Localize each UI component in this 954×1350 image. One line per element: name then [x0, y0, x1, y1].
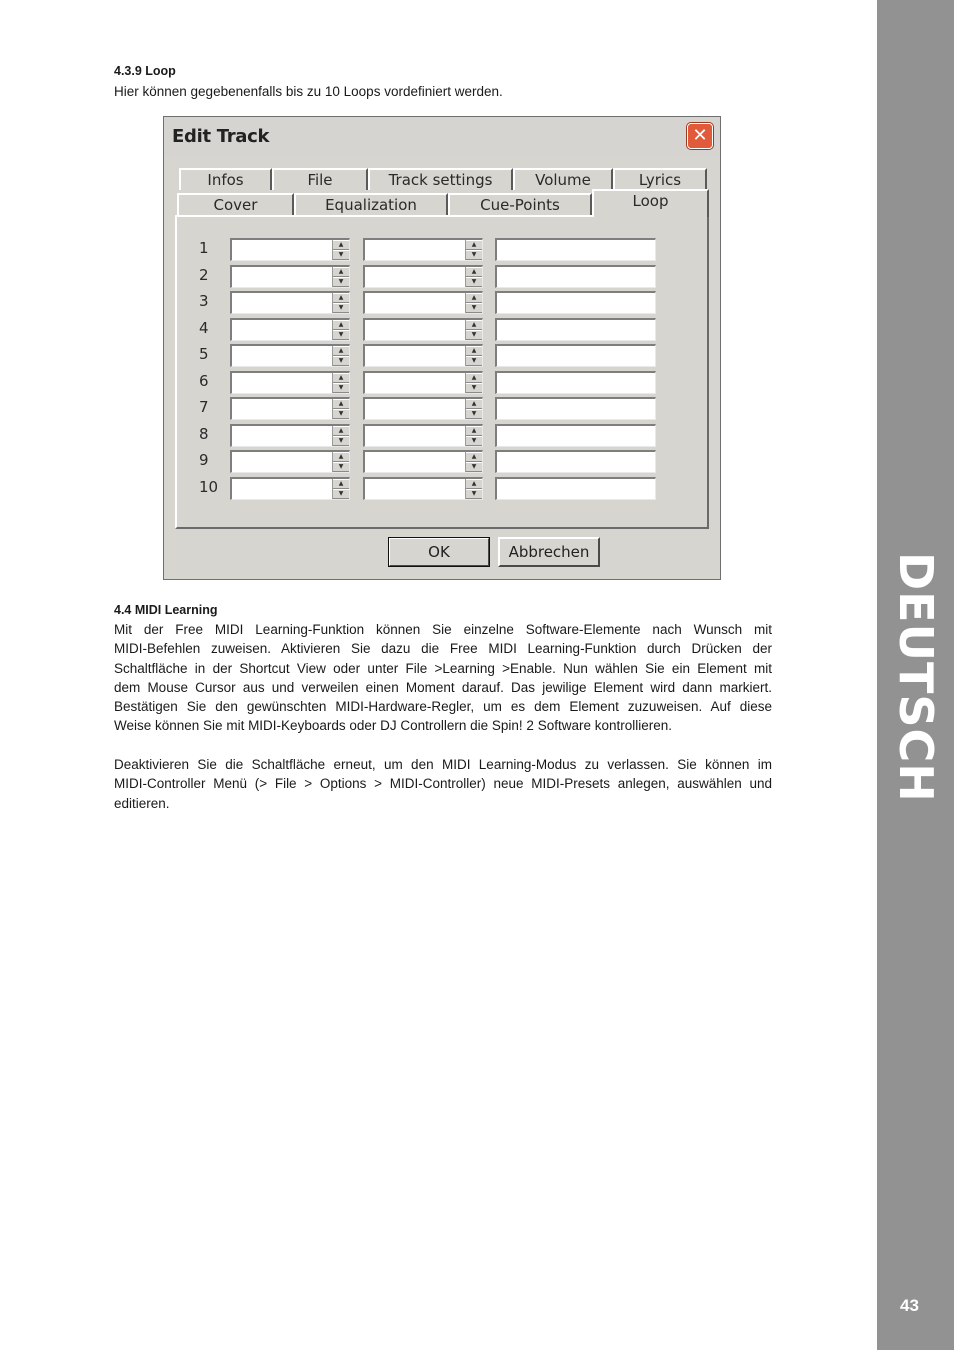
spin-buttons[interactable]	[465, 267, 482, 287]
loop-start-spinner[interactable]	[230, 318, 350, 341]
tab-cue-points[interactable]: Cue-Points	[448, 193, 592, 215]
loop-name-field[interactable]	[495, 371, 656, 394]
dialog-titlebar	[164, 117, 720, 157]
spin-up-icon[interactable]: ▲	[333, 426, 349, 436]
loop-row-number: 6	[199, 371, 209, 390]
spin-up-icon[interactable]: ▲	[333, 479, 349, 489]
paragraph-line: Schaltfläche in der Shortcut View oder unter File >Learning >Enable. Nun wählen Sie ein Element mit	[114, 660, 772, 676]
spin-down-icon[interactable]: ▼	[333, 383, 349, 393]
loop-panel	[175, 215, 709, 529]
loop-start-spinner[interactable]	[230, 424, 350, 447]
loop-row-number: 1	[199, 239, 209, 257]
spin-down-icon[interactable]: ▼	[466, 250, 482, 260]
section-heading-loop: 4.3.9 Loop	[114, 64, 176, 78]
spin-buttons[interactable]	[465, 373, 482, 393]
spin-down-icon[interactable]: ▼	[333, 436, 349, 446]
spin-down-icon[interactable]: ▼	[333, 409, 349, 419]
spin-buttons[interactable]	[332, 479, 349, 499]
loop-end-spinner[interactable]	[363, 291, 483, 314]
loop-end-spinner[interactable]	[363, 450, 483, 473]
tab-track-settings[interactable]: Track settings	[368, 168, 513, 190]
dialog-title: Edit Track	[172, 126, 270, 147]
spin-buttons[interactable]	[332, 293, 349, 313]
tab-cover[interactable]: Cover	[177, 193, 294, 215]
spin-up-icon[interactable]: ▲	[466, 320, 482, 330]
loop-start-spinner[interactable]	[230, 397, 350, 420]
loop-row-number: 9	[199, 451, 209, 469]
section-text-midi-p1	[114, 620, 772, 736]
paragraph-line: Bestätigen Sie den gewünschten MIDI-Hardware-Regler, um es dem Element zuzuweisen. Auf diese	[114, 699, 772, 715]
spin-down-icon[interactable]: ▼	[466, 383, 482, 393]
spin-up-icon[interactable]: ▲	[466, 346, 482, 356]
edit-track-dialog	[163, 116, 721, 580]
loop-row-number: 5	[199, 345, 209, 363]
spin-down-icon[interactable]: ▼	[466, 277, 482, 287]
loop-start-spinner[interactable]	[230, 265, 350, 288]
spin-down-icon[interactable]: ▼	[466, 436, 482, 446]
spin-buttons[interactable]	[465, 320, 482, 340]
paragraph-line: Deaktivieren Sie die Schaltfläche erneut, um den MIDI Learning-Modus zu verlassen. Sie können im	[114, 757, 772, 772]
cancel-button[interactable]: Abbrechen	[498, 537, 600, 567]
spin-down-icon[interactable]: ▼	[333, 303, 349, 313]
paragraph-line: editieren.	[114, 795, 170, 811]
spin-buttons[interactable]	[332, 452, 349, 472]
loop-end-spinner[interactable]	[363, 344, 483, 367]
loop-end-spinner[interactable]	[363, 371, 483, 394]
loop-row-number: 4	[199, 318, 209, 337]
spin-down-icon[interactable]: ▼	[466, 330, 482, 340]
spin-up-icon[interactable]: ▲	[466, 373, 482, 383]
spin-buttons[interactable]	[332, 399, 349, 419]
loop-end-spinner[interactable]	[363, 477, 483, 500]
spin-buttons[interactable]	[332, 240, 349, 260]
loop-name-field[interactable]	[495, 424, 656, 447]
loop-name-field[interactable]	[495, 450, 656, 473]
spin-buttons[interactable]	[465, 399, 482, 419]
spin-buttons[interactable]	[332, 426, 349, 446]
spin-up-icon[interactable]: ▲	[333, 399, 349, 409]
spin-up-icon[interactable]: ▲	[333, 293, 349, 303]
section-text-loop: Hier können gegebenenfalls bis zu 10 Loops vordefiniert werden.	[114, 84, 503, 99]
spin-up-icon[interactable]: ▲	[466, 399, 482, 409]
spin-up-icon[interactable]: ▲	[466, 267, 482, 277]
spin-up-icon[interactable]: ▲	[466, 293, 482, 303]
spin-down-icon[interactable]: ▼	[466, 489, 482, 499]
spin-buttons[interactable]	[332, 373, 349, 393]
loop-start-spinner[interactable]	[230, 344, 350, 367]
spin-down-icon[interactable]: ▼	[333, 489, 349, 499]
spin-down-icon[interactable]: ▼	[333, 356, 349, 366]
section-text-midi-p2	[114, 755, 772, 813]
loop-row-number: 8	[199, 424, 209, 443]
spin-up-icon[interactable]: ▲	[466, 240, 482, 250]
tab-lyrics[interactable]: Lyrics	[613, 168, 707, 190]
spin-buttons[interactable]	[332, 320, 349, 340]
loop-end-spinner[interactable]	[363, 265, 483, 288]
loop-start-spinner[interactable]	[230, 291, 350, 314]
loop-name-field[interactable]	[495, 344, 656, 367]
paragraph-line: Mit der Free MIDI Learning-Funktion können Sie einzelne Software-Elemente nach Wunsch mit	[114, 622, 772, 637]
tab-equalization[interactable]: Equalization	[294, 193, 448, 215]
spin-buttons[interactable]	[465, 240, 482, 260]
spin-down-icon[interactable]: ▼	[333, 250, 349, 260]
spin-up-icon[interactable]: ▲	[333, 240, 349, 250]
spin-down-icon[interactable]: ▼	[466, 356, 482, 366]
loop-row-number: 7	[199, 398, 209, 416]
spin-buttons[interactable]	[465, 479, 482, 499]
loop-end-spinner[interactable]	[363, 397, 483, 420]
spin-buttons[interactable]	[465, 426, 482, 446]
spin-buttons[interactable]	[465, 346, 482, 366]
paragraph-line: Weise können Sie mit MIDI-Keyboards oder DJ Controllern die Spin! 2 Software kontrollieren.	[114, 718, 673, 734]
spin-up-icon[interactable]: ▲	[333, 267, 349, 277]
loop-name-field[interactable]	[495, 291, 656, 314]
sidebar-language-label: DEUTSCH	[889, 552, 943, 803]
spin-down-icon[interactable]: ▼	[466, 462, 482, 472]
spin-down-icon[interactable]: ▼	[466, 409, 482, 419]
spin-up-icon[interactable]: ▲	[466, 452, 482, 462]
loop-end-spinner[interactable]	[363, 318, 483, 341]
tab-loop[interactable]: Loop	[592, 189, 709, 217]
loop-start-spinner[interactable]	[230, 371, 350, 394]
spin-buttons[interactable]	[332, 267, 349, 287]
spin-up-icon[interactable]: ▲	[466, 426, 482, 436]
loop-start-spinner[interactable]	[230, 477, 350, 500]
loop-end-spinner[interactable]	[363, 424, 483, 447]
loop-row-number: 10	[199, 477, 219, 496]
tab-infos[interactable]: Infos	[179, 168, 272, 190]
loop-row-number: 3	[199, 292, 209, 310]
spin-down-icon[interactable]: ▼	[333, 330, 349, 340]
paragraph-line: MIDI-Controller Menü (> File > Options > MIDI-Controller) neue MIDI-Presets anlegen, auswählen und	[114, 776, 772, 792]
spin-buttons[interactable]	[332, 346, 349, 366]
tab-volume[interactable]: Volume	[513, 168, 613, 190]
loop-name-field[interactable]	[495, 477, 656, 500]
spin-up-icon[interactable]: ▲	[333, 373, 349, 383]
page-number: 43	[900, 1296, 919, 1315]
spin-up-icon[interactable]: ▲	[333, 320, 349, 330]
spin-up-icon[interactable]: ▲	[333, 452, 349, 462]
spin-down-icon[interactable]: ▼	[333, 462, 349, 472]
paragraph-line: dem Mouse Cursor aus und verweilen einen Moment darauf. Das jewilige Element wird dann markiert.	[114, 679, 772, 695]
loop-start-spinner[interactable]	[230, 238, 350, 261]
loop-row-number: 2	[199, 265, 209, 284]
loop-name-field[interactable]	[495, 238, 656, 261]
paragraph-line: MIDI-Befehlen zuweisen. Aktivieren Sie dazu die Free MIDI Learning-Funktion durch Drücken der	[114, 641, 772, 657]
section-heading-midi: 4.4 MIDI Learning	[114, 603, 218, 617]
spin-up-icon[interactable]: ▲	[333, 346, 349, 356]
loop-end-spinner[interactable]	[363, 238, 483, 261]
loop-start-spinner[interactable]	[230, 450, 350, 473]
close-x-icon: ✕	[692, 125, 708, 146]
loop-name-field[interactable]	[495, 265, 656, 288]
loop-name-field[interactable]	[495, 397, 656, 420]
loop-name-field[interactable]	[495, 318, 656, 341]
tab-file[interactable]: File	[272, 168, 368, 190]
spin-buttons[interactable]	[465, 452, 482, 472]
spin-up-icon[interactable]: ▲	[466, 479, 482, 489]
spin-down-icon[interactable]: ▼	[333, 277, 349, 287]
spin-down-icon[interactable]: ▼	[466, 303, 482, 313]
ok-button[interactable]: OK	[388, 537, 490, 567]
close-button[interactable]	[687, 123, 713, 149]
spin-buttons[interactable]	[465, 293, 482, 313]
